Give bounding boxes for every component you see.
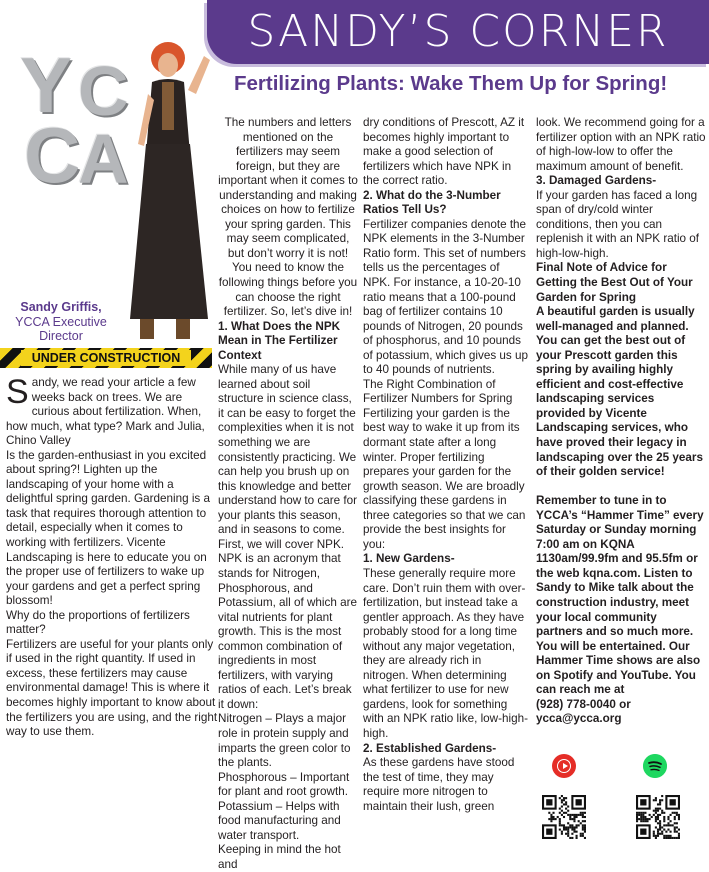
paragraph: Phosphorous – Important for plant and root growth. <box>218 770 350 799</box>
paragraph: Why do the proportions of fertilizers matter? <box>6 608 190 637</box>
under-construction-label: UNDER CONSTRUCTION <box>21 350 191 366</box>
paragraph: Fertilizers are useful for your plants only if used in the right quantity. If used in excess, these fertilizers may cause environmental damage! This is where it becomes highly important to know about the fertilizers you are using, and the right way to use them. <box>6 637 218 739</box>
column-2 <box>218 116 358 872</box>
section-title: SANDY’S CORNER <box>247 6 669 57</box>
paragraph: Nitrogen – Plays a major role in protein supply and imparts the green color to the plants. <box>218 712 351 770</box>
paragraph: As these gardens have stood the test of time, they may require more nitrogen to maintain their lush, green <box>363 756 515 813</box>
paragraph: dry conditions of Prescott, AZ it becomes highly important to make a good selection of fertilizers which have NPK in the correct ratio. <box>363 116 525 188</box>
paragraph: While many of us have learned about soil structure in science class, it can be easy to forget the complexities when it is not something we are consistently practicing. We can help you brush up on this knowledge and better understand how to care for your plants this season, and in seasons to come. <box>218 363 358 537</box>
paragraph: Keeping in mind the hot and <box>218 843 341 871</box>
author-photo <box>118 34 214 344</box>
column-4 <box>536 116 706 727</box>
spotify-icon[interactable] <box>643 754 667 778</box>
email-address: ycca@ycca.org <box>536 712 622 726</box>
paragraph: Potassium – Helps with food manufacturing and water transport. <box>218 799 341 842</box>
subheading: 3. Damaged Gardens- <box>536 174 657 188</box>
qr-code-youtube[interactable] <box>542 795 586 839</box>
qr-code-spotify[interactable] <box>636 795 680 839</box>
drop-cap: S <box>6 373 29 411</box>
phone-number: (928) 778-0040 or <box>536 697 631 711</box>
ycca-logo: Y C C A <box>20 41 129 199</box>
subheading: 1. New Gardens- <box>363 552 455 566</box>
subheading: 2. What do the 3-Number Ratios Tell Us? <box>363 188 501 217</box>
subheading: 2. Established Gardens- <box>363 741 497 755</box>
section-banner <box>207 0 709 64</box>
author-caption <box>6 300 116 344</box>
paragraph: First, we will cover NPK. NPK is an acronym that stands for Nitrogen, Phosphorous, and Potassium, all of which are vital nutrients for plant growth. This is the most common combination of ingredients in most fertilizers, with varying ratios of each. Let’s break it down: <box>218 537 358 711</box>
paragraph: look. We recommend going for a fertilizer option with an NPK ratio of high-low-low to offer the maximum amount of benefit. <box>536 116 706 173</box>
radio-show-info: Remember to tune in to YCCA’s “Hammer Time” every Saturday or Sunday morning 7:00 am on KQNA 1130am/99.9fm and 95.5fm or the web kqna.com. Listen to Sandy to Mike talk about the construction industry, meet your local community partners and so much more. You will be entertained. Our Hammer Time shows are also on Spotify and YouTube. You can reach me at <box>536 494 704 697</box>
column-3 <box>363 116 528 814</box>
column-1 <box>6 373 218 740</box>
intro-paragraph: The numbers and letters mentioned on the fertilizers may seem foreign, but they are important when it comes to understanding and making choices on how to fertilize your spring garden. This may seem complicated, but don’t worry it is not! You need to know the following things before you can choose the right fertilizer. So, let’s dive in! <box>218 116 358 319</box>
reader-letter: Sandy, we read your article a few weeks back on trees. We are curious about fertilization. When, how much, what type? Mark and Julia, Chino Valley <box>6 373 205 448</box>
paragraph: Is the garden-enthusiast in you excited about spring?! Lighten up the landscaping of your home with a delightful spring garden. Gardening is a task that requires thorough attention to detail, especially when it comes to working with fertilizers. Vicente Landscaping is here to educate you on the proper use of fertilizers to wake up your gardens and get a perfect spring blossom! <box>6 448 211 608</box>
paragraph: If your garden has faced a long span of dry/cold winter conditions, then you can replenish it with an NPK ratio of high-low-high. <box>536 188 700 260</box>
subheading: 1. What Does the NPK Mean in The Fertilizer Context <box>218 319 341 362</box>
article-headline: Fertilizing Plants: Wake Them Up for Spring! <box>234 72 668 95</box>
paragraph: These generally require more care. Don’t ruin them with over-fertilization, but instead take a gentler approach. As they have probably stood for a long time without any major vegetation, they are already rich in nitrogen. When determining what fertilizer to use for new gardens, look for something with an NPK ratio like, low-high-high. <box>363 566 528 740</box>
paragraph: Fertilizer companies denote the NPK elements in the 3-Number Ratio form. This set of numbers tells us the percentages of NPK. For instance, a 10-20-10 ratio means that a 100-pound bag of fertilizer contains 10 pounds of Nitrogen, 20 pounds of phosphorus, and 10 pounds of potassium, which gives us up to 40 pounds of nutrients. <box>363 217 529 377</box>
paragraph-bold: A beautiful garden is usually well-managed and planned. You can get the best out of your Prescott garden this spring by availing highly efficient and cost-effective landscaping services provided by Vicente Landscaping services, who have proved their legacy in landscaping over the 25 years of their golden service! <box>536 305 703 479</box>
author-name: Sandy Griffis, <box>20 300 102 314</box>
paragraph: Fertilizing your garden is the best way to wake it up from its dormant state after a long winter. Proper fertilizing prepares your garden for the growth season. We are broadly classifying these gardens in three categories so that we can provide the best insights for you: <box>363 406 526 551</box>
paragraph: The Right Combination of Fertilizer Numbers for Spring <box>363 377 513 406</box>
author-role: YCCA Executive Director <box>15 314 107 343</box>
subheading: Final Note of Advice for Getting the Best Out of Your Garden for Spring <box>536 261 693 304</box>
youtube-icon[interactable] <box>552 754 576 778</box>
